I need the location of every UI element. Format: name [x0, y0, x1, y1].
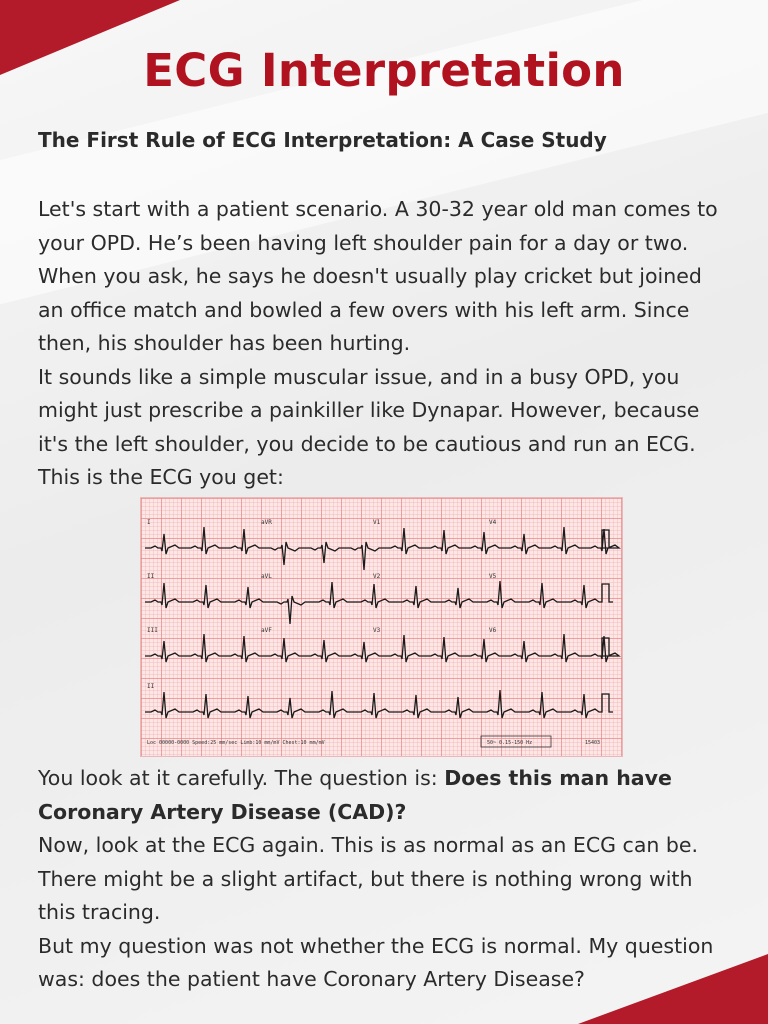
ecg-lead-label: III [147, 627, 158, 634]
ecg-footer-box-text: 50~ 0.15-150 Hz [487, 740, 533, 746]
ecg-footer-right: 15403 [585, 740, 601, 746]
ecg-lead-label: V2 [373, 573, 381, 580]
ecg-lead-label: aVR [261, 519, 272, 526]
text-line: this tracing. [38, 900, 161, 924]
page-title: ECG Interpretation [143, 44, 625, 97]
text-line: it's the left shoulder, you decide to be cautious and run an ECG. [38, 431, 696, 456]
ecg-lead-label: V5 [489, 573, 497, 580]
ecg-trace-row [145, 634, 619, 662]
ecg-trace-row [145, 581, 613, 624]
ecg-svg [141, 498, 622, 756]
text-line: Let's start with a patient scenario. A 30-32 year old man comes to [38, 197, 718, 221]
question-intro: You look at it carefully. The question is: [38, 766, 445, 790]
ecg-lead-label: aVL [261, 573, 272, 580]
ecg-lead-label: aVF [261, 627, 272, 634]
question-bold-line: Coronary Artery Disease (CAD)? [38, 799, 407, 824]
question-paragraph [38, 762, 713, 997]
question-bold: Does this man have [444, 766, 672, 790]
ecg-lead-label: V3 [373, 627, 381, 634]
ecg-lead-label: II [147, 573, 155, 580]
text-line: But my question was not whether the ECG is normal. My question [38, 933, 714, 958]
text-line: There might be a slight artifact, but there is nothing wrong with [38, 866, 693, 891]
text-line [38, 762, 713, 796]
text-line: When you ask, he says he doesn't usually play cricket but joined [38, 264, 702, 288]
text-line: was: does the patient have Coronary Artery Disease? [38, 967, 585, 991]
ecg-tracing-image [140, 497, 623, 757]
text-line: Now, look at the ECG again. This is as normal as an ECG can be. [38, 833, 699, 857]
ecg-footer-left: Loc 00000-0000 Speed:25 mm/sec Limb:10 mm/mV Chest:10 mm/mV [147, 740, 325, 746]
ecg-lead-label: I [147, 519, 151, 526]
text-line: might just prescribe a painkiller like Dynapar. However, because [38, 398, 700, 422]
text-line: It sounds like a simple muscular issue, and in a busy OPD, you [38, 364, 680, 389]
ecg-lead-label: V1 [373, 519, 381, 526]
text-line: your OPD. He’s been having left shoulder pain for a day or two. [38, 230, 689, 255]
ecg-lead-label: V4 [489, 519, 497, 526]
ecg-trace-row [145, 527, 619, 570]
text-line: an office match and bowled a few overs with his left arm. Since [38, 297, 690, 322]
text-line: then, his shoulder has been hurting. [38, 331, 411, 355]
ecg-trace-row [145, 690, 613, 718]
scenario-paragraph [38, 193, 718, 495]
ecg-lead-label: V6 [489, 627, 497, 634]
text-line: This is the ECG you get: [38, 465, 284, 489]
ecg-lead-label: II [147, 683, 155, 690]
case-study-subtitle: The First Rule of ECG Interpretation: A Case Study [38, 128, 607, 152]
